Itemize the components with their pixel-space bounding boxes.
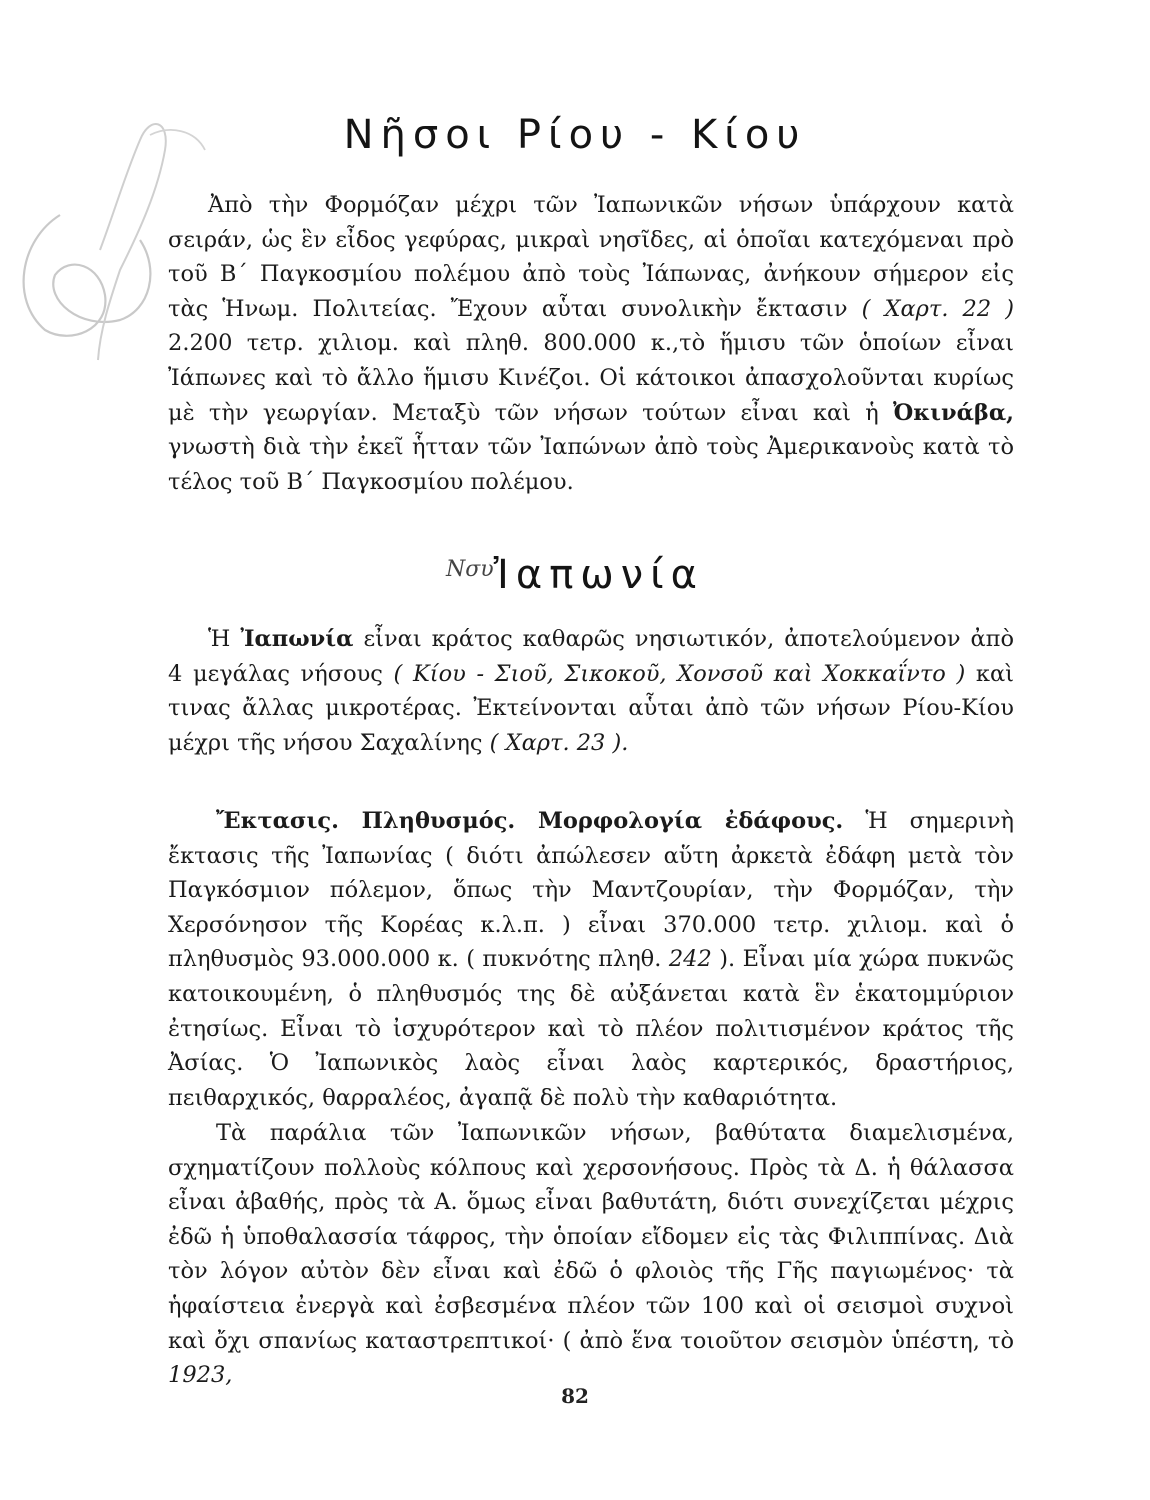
paragraph-coasts [168, 1116, 1014, 1393]
japan-heading-text: Ἰαπωνία [493, 552, 705, 598]
subsection-title: Ἔκτασις. Πληθυσμός. Μορφολογία ἐδάφους. [216, 808, 844, 834]
density-value: 242 [668, 946, 712, 973]
map-reference: ( Χαρτ. 23 ). [489, 729, 629, 756]
paragraph-text: ). Εἶναι μία χώρα πυκνῶς κατοικουμένη, ὁ πληθυσμός της δὲ αὐξάνεται κατὰ ἓν ἑκατομμύριον ἐτησίως. Εἶναι τὸ ἰσχυρότερον καὶ τὸ πλέον πολιτισμένον κράτος τῆς Ἀσίας. Ὁ Ἰαπωνικὸς λαὸς εἶναι λαὸς καρτερικός, δραστήριος, πειθαρχικός, θαρραλέος, ἀγαπᾷ δὲ πολὺ τὴν καθαριότητα. [168, 946, 1014, 1111]
paragraph-text: Ἡ σημερινὴ ἔκτασις τῆς Ἰαπωνίας ( διότι ἀπώλεσεν αὕτη ἀρκετὰ ἐδάφη μετὰ τὸν Παγκόσμιον πόλεμον, ὅπως τὴν Μαντζουρίαν, τὴν Φορμόζαν, τὴν Χερσόνησον τῆς Κορέας κ.λ.π. ) εἶναι 370.000 τετρ. χιλιομ. καὶ ὁ πληθυσμὸς 93.000.000 κ. ( πυκνότης πληθ. [168, 808, 1014, 973]
section-heading-japan [0, 552, 1150, 598]
year-value: 1923, [168, 1362, 233, 1389]
japan-bold: Ἰαπωνία [240, 626, 354, 652]
paragraph-text: καὶ τινας ἄλλας μικροτέρας. Ἐκτείνονται αὗται ἀπὸ τῶν νήσων Ρίου-Κίου μέχρι τῆς νήσου Σαχαλίνης [168, 660, 1014, 756]
okinawa-bold: Ὀκινάβα, [892, 399, 1014, 426]
handwritten-prefix: Νσυ [445, 557, 494, 582]
page-number: 82 [561, 1384, 589, 1408]
paragraph-riou-kiou [168, 188, 1014, 499]
islands-list: ( Κίου - Σιοῦ, Σικοκοῦ, Χονσοῦ καὶ Χοκκαΐντο ) [393, 660, 966, 687]
paragraph-text: εἶναι κράτος καθαρῶς νησιωτικόν, ἀποτελούμενον ἀπὸ 4 μεγάλας νήσους [168, 626, 1015, 687]
paragraph-text: Ἀπὸ τὴν Φορμόζαν μέχρι τῶν Ἰαπωνικῶν νήσων ὑπάρχουν κατὰ σειράν, ὡς ἓν εἶδος γεφύρας, μικραὶ νησῖδες, αἱ ὁποῖαι κατεχόμεναι πρὸ τοῦ Β΄ Παγκοσμίου πολέμου ἀπὸ τοὺς Ἰάπωνας, ἀνήκουν σήμερον εἰς τὰς Ἡνωμ. Πολιτείας. Ἔχουν αὗται συνολικὴν ἔκτασιν [168, 192, 1014, 322]
section-heading-riou-kiou: Νῆσοι Ρίου - Κίου [343, 112, 807, 158]
paragraph-text: γνωστὴ διὰ τὴν ἐκεῖ ἧτταν τῶν Ἰαπώνων ἀπὸ τοὺς Ἀμερικανοὺς κατὰ τὸ τέλος τοῦ Β΄ Παγκοσμίου πολέμου. [168, 434, 1014, 495]
map-reference: ( Χαρτ. 22 ) [861, 295, 1015, 322]
paragraph-japan-intro [168, 622, 1014, 760]
paragraph-text: Τὰ παράλια τῶν Ἰαπωνικῶν νήσων, βαθύτατα διαμελισμένα, σχηματίζουν πολλοὺς κόλπους καὶ χερσονήσους. Πρὸς τὰ Δ. ἡ θάλασσα εἶναι ἀβαθής, πρὸς τὰ Α. ὅμως εἶναι βαθυτάτη, διότι συνεχίζεται μέχρις ἐδῶ ἡ ὑποθαλασσία τάφρος, τὴν ὁποίαν εἴδομεν εἰς τὰς Φιλιππίνας. Διὰ τὸν λόγον αὐτὸν δὲν εἶναι καὶ ἐδῶ ὁ φλοιὸς τῆς Γῆς παγιωμένος· τὰ ἡφαίστεια ἐνεργὰ καὶ ἐσβεσμένα πλέον τῶν 100 καὶ οἱ σεισμοὶ συχνοὶ καὶ ὄχι σπανίως καταστρεπτικοί· ( ἀπὸ ἕνα τοιοῦτον σεισμὸν ὑπέστη, τὸ [168, 1120, 1014, 1354]
paragraph-extent-population [168, 804, 1014, 1115]
paragraph-text: 2.200 τετρ. χιλιομ. καὶ πληθ. 800.000 κ.,τὸ ἥμισυ τῶν ὁποίων εἶναι Ἰάπωνες καὶ τὸ ἄλλο ἥμισυ Κινέζοι. Οἱ κάτοικοι ἀπασχολοῦνται κυρίως μὲ τὴν γεωργίαν. Μεταξὺ τῶν νήσων τούτων εἶναι καὶ ἡ [168, 330, 1014, 426]
paragraph-text: Ἡ [208, 626, 231, 652]
